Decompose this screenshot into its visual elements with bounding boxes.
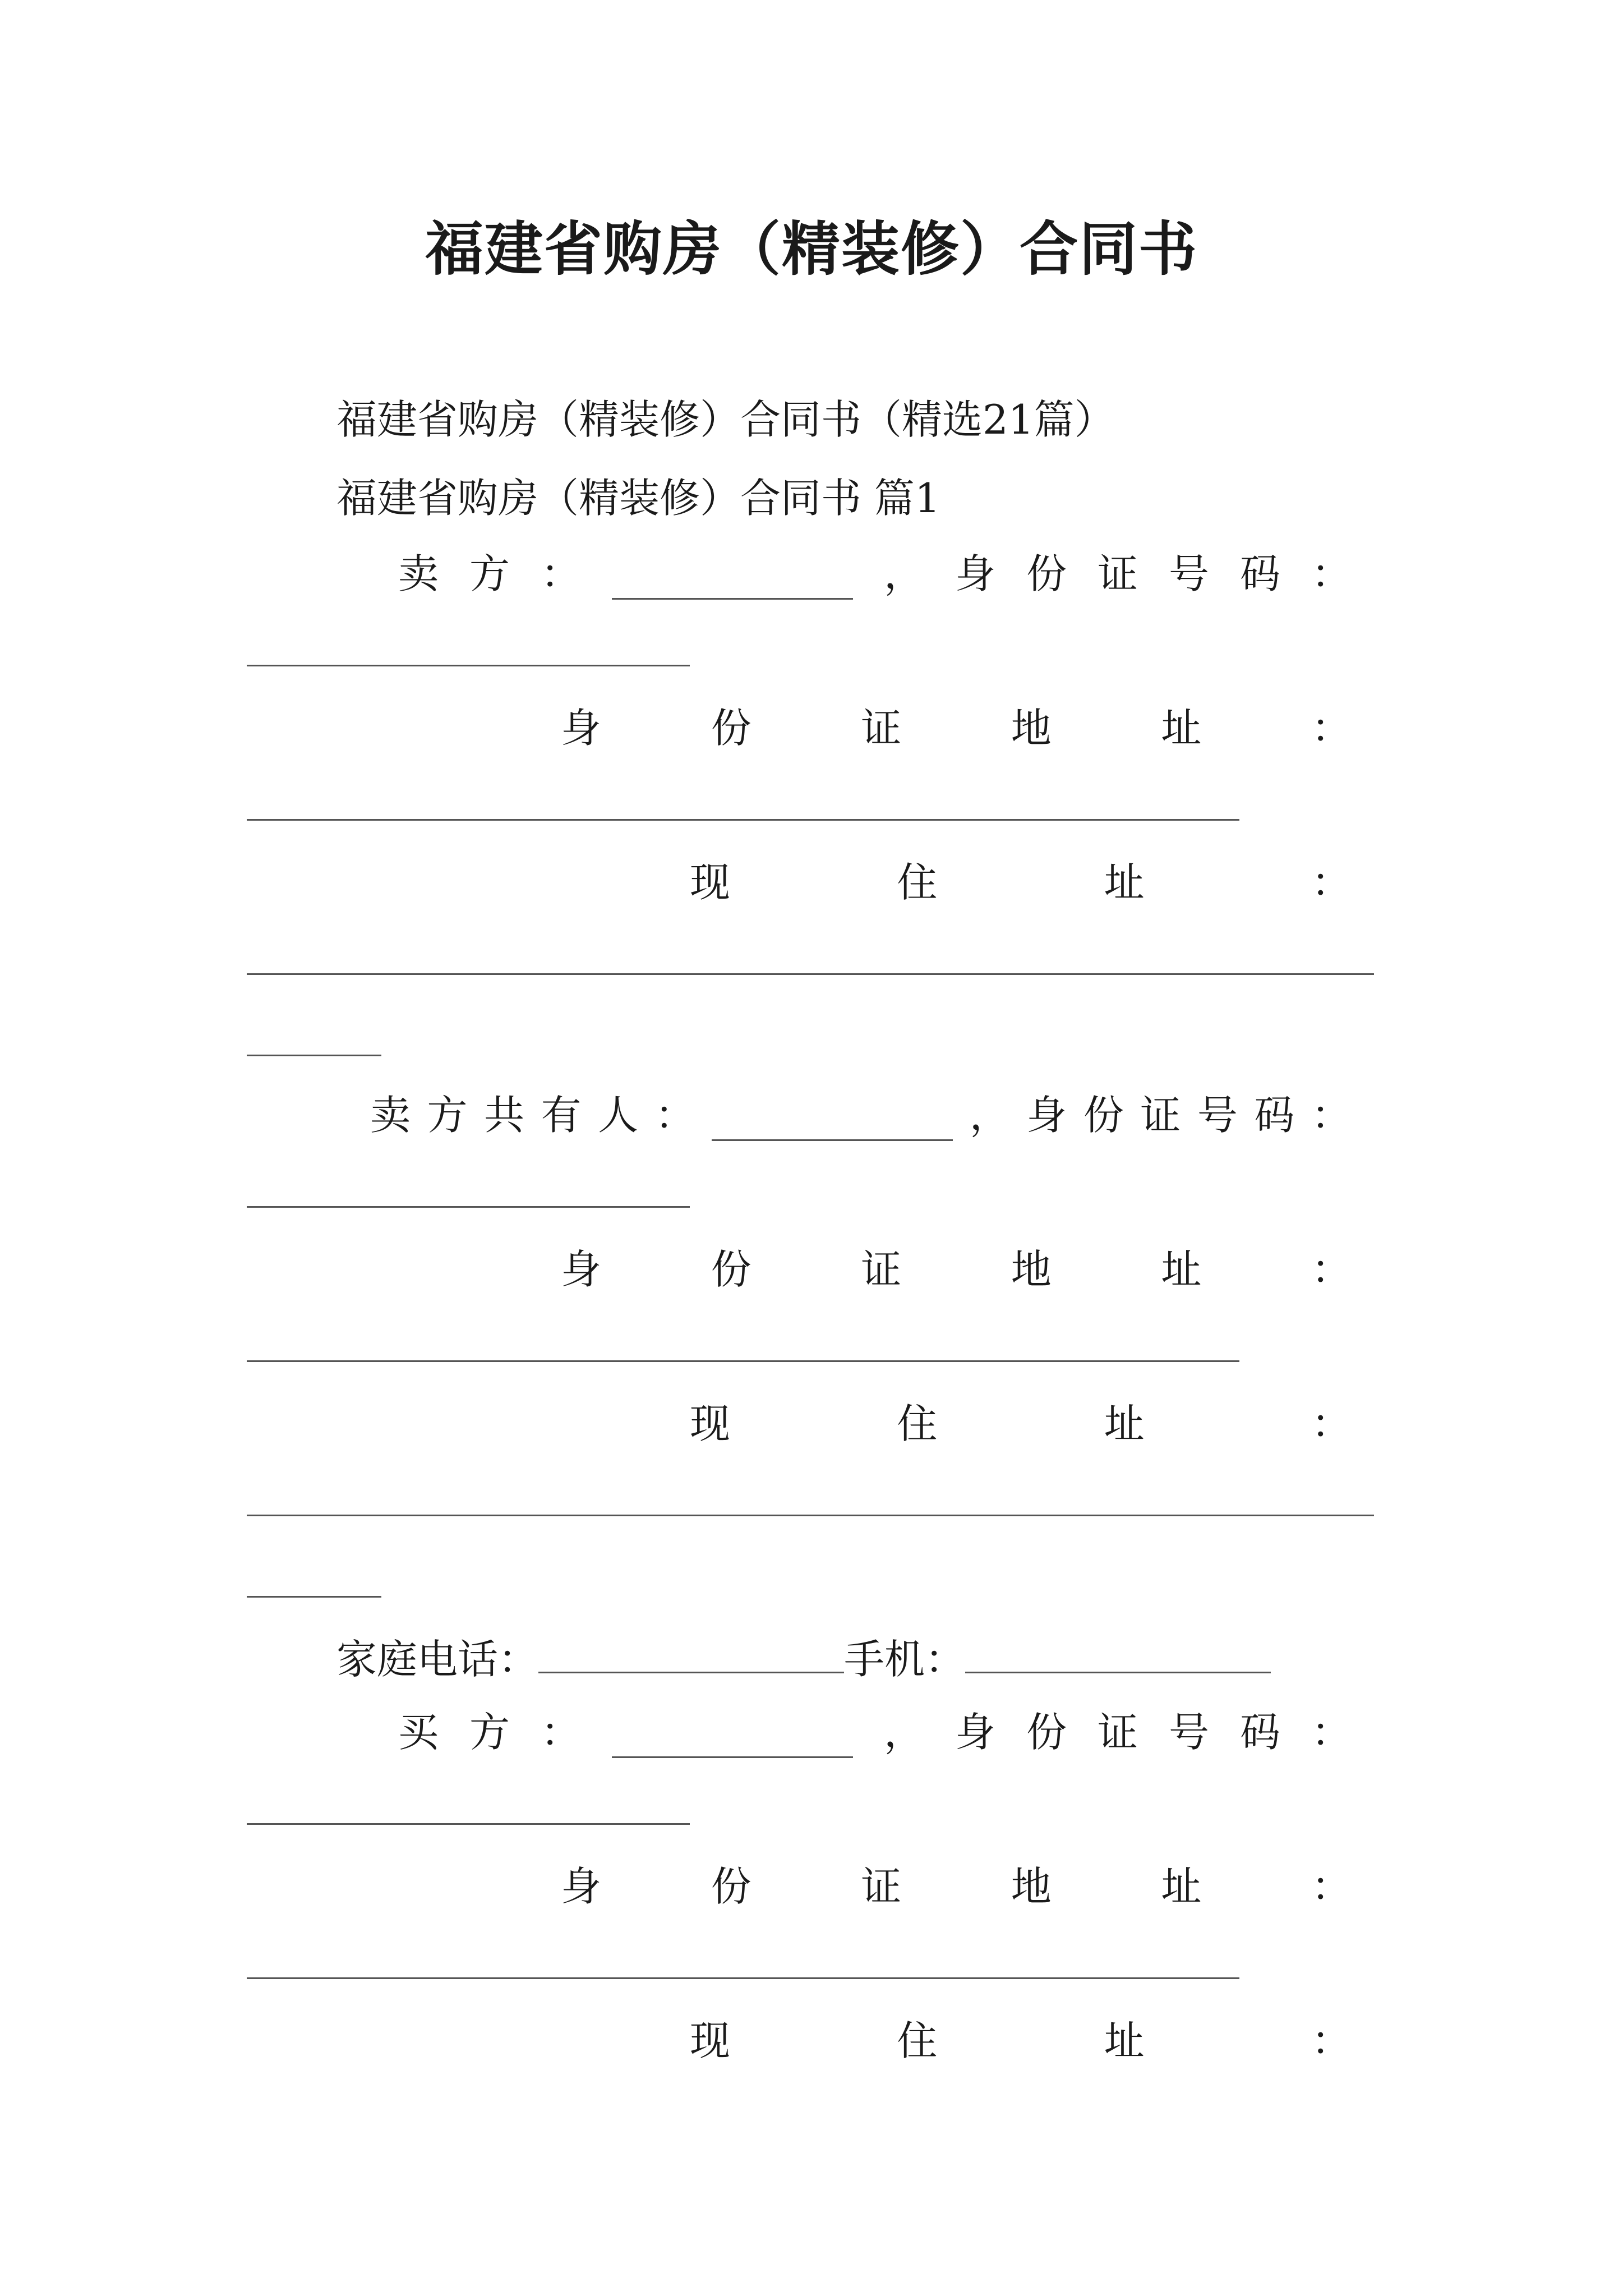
co-owner-label-char: ： <box>654 1092 695 1139</box>
co-owner-current-address-blank-cont[interactable] <box>247 1596 381 1598</box>
co-owner-line <box>370 1083 1352 1141</box>
co-owner-current-address-char: 址 <box>1104 1400 1145 1447</box>
buyer-id-address-char: ： <box>1311 1863 1352 1910</box>
buyer-id-char: 码 <box>1239 1709 1280 1756</box>
buyer-id-address-char: 地 <box>1011 1863 1052 1910</box>
co-owner-id-address-line <box>561 1237 1352 1295</box>
buyer-line <box>398 1700 1352 1758</box>
co-owner-id-char: 证 <box>1140 1092 1181 1139</box>
buyer-id-address-char: 份 <box>711 1863 751 1910</box>
seller-id-address-char: 地 <box>1011 705 1052 752</box>
seller-name-blank[interactable] <box>612 541 853 600</box>
co-owner-id-address-char: 址 <box>1161 1246 1202 1293</box>
co-owner-label-char: 有 <box>541 1092 582 1139</box>
co-owner-current-address-char: ： <box>1311 1400 1352 1447</box>
co-owner-current-address-char: 现 <box>690 1400 731 1447</box>
buyer-id-number-blank[interactable] <box>247 1823 690 1825</box>
section-heading: 福建省购房（精装修）合同书 篇1 <box>336 475 940 522</box>
buyer-id-address-blank[interactable] <box>247 1977 1239 1979</box>
buyer-id-address-char: 身 <box>561 1863 602 1910</box>
seller-current-address-char: 住 <box>897 859 938 906</box>
co-owner-label-char: 共 <box>484 1092 525 1139</box>
seller-id-address-char: 身 <box>561 705 602 752</box>
seller-comma: ， <box>883 550 924 597</box>
seller-label-char: ： <box>541 550 582 597</box>
buyer-current-address-char: ： <box>1311 2017 1352 2064</box>
document-title: 福建省购房（精装修）合同书 <box>425 214 1198 283</box>
buyer-name-blank[interactable] <box>612 1700 853 1758</box>
co-owner-id-char: 份 <box>1083 1092 1124 1139</box>
buyer-id-char: 身 <box>955 1709 995 1756</box>
home-phone-label: 家庭电话： <box>336 1636 539 1683</box>
seller-id-address-char: ： <box>1311 705 1352 752</box>
seller-label-char: 方 <box>469 550 510 597</box>
co-owner-comma: ， <box>969 1092 1010 1139</box>
seller-id-address-char: 份 <box>711 705 751 752</box>
mobile-label: 手机： <box>844 1636 966 1683</box>
buyer-id-char: 号 <box>1168 1709 1209 1756</box>
seller-id-char: ： <box>1311 550 1352 597</box>
buyer-current-address-char: 现 <box>690 2017 731 2064</box>
seller-id-address-char: 证 <box>861 705 902 752</box>
buyer-label-char: 买 <box>398 1709 439 1756</box>
seller-id-char: 码 <box>1239 550 1280 597</box>
seller-current-address-char: 址 <box>1104 859 1145 906</box>
buyer-current-address-line <box>690 2008 1352 2067</box>
document-subtitle: 福建省购房（精装修）合同书（精选21篇） <box>336 396 1115 443</box>
seller-current-address-char: ： <box>1311 859 1352 906</box>
co-owner-label-char: 卖 <box>370 1092 411 1139</box>
co-owner-id-address-blank[interactable] <box>247 1360 1239 1362</box>
buyer-id-char: 证 <box>1097 1709 1138 1756</box>
mobile-blank[interactable] <box>965 1672 1271 1673</box>
buyer-current-address-char: 住 <box>897 2017 938 2064</box>
seller-id-char: 证 <box>1097 550 1138 597</box>
seller-current-address-blank[interactable] <box>247 973 1374 975</box>
co-owner-id-address-char: ： <box>1311 1246 1352 1293</box>
buyer-label-char: ： <box>541 1709 582 1756</box>
buyer-id-char: ： <box>1311 1709 1352 1756</box>
co-owner-id-address-char: 身 <box>561 1246 602 1293</box>
home-phone-blank[interactable] <box>538 1672 844 1673</box>
seller-id-char: 份 <box>1026 550 1067 597</box>
co-owner-id-char: 身 <box>1026 1092 1067 1139</box>
seller-id-char: 身 <box>955 550 995 597</box>
buyer-label-char: 方 <box>469 1709 510 1756</box>
co-owner-name-blank[interactable] <box>712 1083 953 1141</box>
buyer-current-address-char: 址 <box>1104 2017 1145 2064</box>
co-owner-id-address-char: 份 <box>711 1246 751 1293</box>
co-owner-label-char: 人 <box>598 1092 639 1139</box>
co-owner-id-address-char: 地 <box>1011 1246 1052 1293</box>
co-owner-current-address-blank[interactable] <box>247 1515 1374 1516</box>
buyer-comma: ， <box>883 1709 924 1756</box>
buyer-id-address-char: 址 <box>1161 1863 1202 1910</box>
seller-label-char: 卖 <box>398 550 439 597</box>
seller-id-char: 号 <box>1168 550 1209 597</box>
co-owner-id-char: 号 <box>1197 1092 1238 1139</box>
seller-id-address-blank[interactable] <box>247 819 1239 821</box>
seller-id-address-char: 址 <box>1161 705 1202 752</box>
buyer-id-address-char: 证 <box>861 1863 902 1910</box>
co-owner-current-address-line <box>690 1391 1352 1450</box>
seller-current-address-blank-cont[interactable] <box>247 1055 381 1056</box>
seller-line <box>398 541 1352 600</box>
co-owner-id-number-blank[interactable] <box>247 1206 690 1208</box>
seller-id-number-blank[interactable] <box>247 665 690 666</box>
co-owner-label-char: 方 <box>427 1092 468 1139</box>
co-owner-id-char: 码 <box>1254 1092 1295 1139</box>
seller-current-address-char: 现 <box>690 859 731 906</box>
co-owner-id-address-char: 证 <box>861 1246 902 1293</box>
contact-line <box>336 1627 1271 1685</box>
seller-current-address-line <box>690 850 1352 908</box>
buyer-id-char: 份 <box>1026 1709 1067 1756</box>
buyer-id-address-line <box>561 1854 1352 1912</box>
co-owner-current-address-char: 住 <box>897 1400 938 1447</box>
seller-id-address-line <box>561 696 1352 754</box>
co-owner-id-char: ： <box>1311 1092 1352 1139</box>
